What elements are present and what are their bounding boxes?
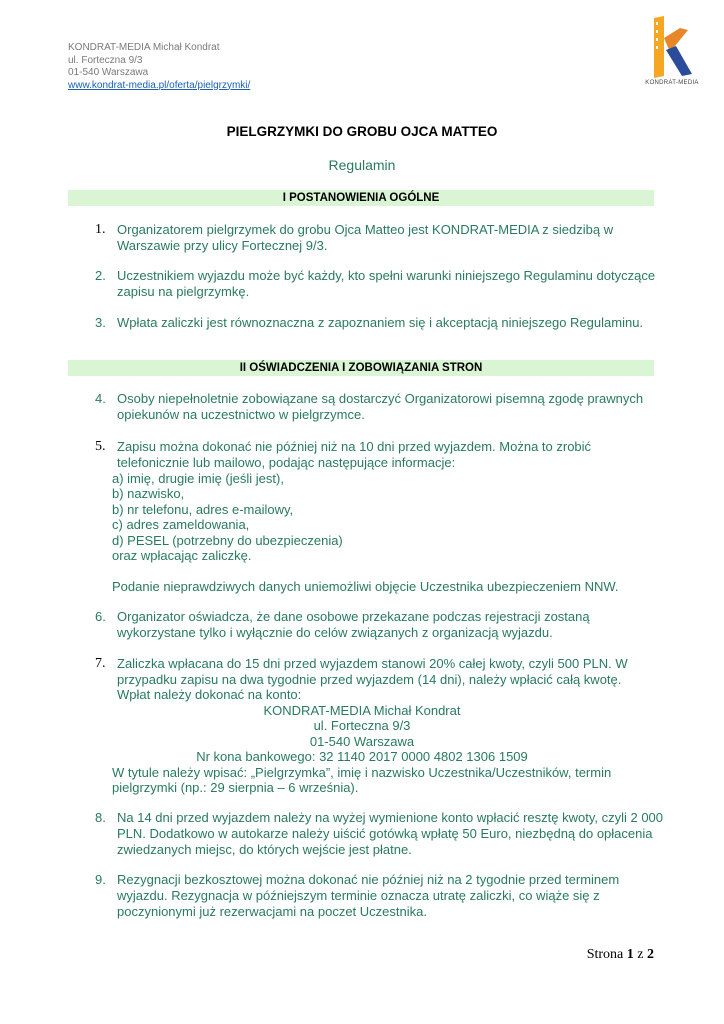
list-item-9 bbox=[95, 872, 665, 920]
footer-of: z bbox=[637, 947, 644, 962]
item-number: 5. bbox=[95, 439, 106, 454]
item5-list-b: b) nazwisko, bbox=[112, 486, 185, 501]
footer-label: Strona bbox=[586, 947, 624, 962]
account-city: 01-540 Warszawa bbox=[309, 734, 415, 749]
list-item-2 bbox=[95, 268, 665, 300]
item-number: 7. bbox=[95, 656, 106, 671]
account-company: KONDRAT-MEDIA Michał Kondrat bbox=[263, 703, 461, 718]
item5-list-d: d) PESEL (potrzebny do ubezpieczenia) bbox=[112, 533, 343, 548]
item5-tail: oraz wpłacając zaliczkę. bbox=[112, 548, 252, 563]
item-text: Organizator oświadcza, że dane osobowe przekazane podczas rejestracji zostaną wykorzystane tylko i wyłącznie do celów związanych z organizacją wyjazdu. bbox=[117, 609, 590, 640]
item-text: Uczestnikiem wyjazdu może być każdy, kto spełni warunki niniejszego Regulaminu dotyczące zapisu na pielgrzymkę. bbox=[117, 268, 656, 299]
page-subtitle: Regulamin bbox=[328, 157, 396, 173]
footer-total: 2 bbox=[647, 947, 654, 962]
list-item-6 bbox=[95, 609, 665, 641]
item7-title-line-1: W tytule należy wpisać: „Pielgrzymka”, imię i nazwisko Uczestnika/Uczestników, termin bbox=[112, 765, 612, 780]
item-number: 6. bbox=[95, 609, 106, 624]
header-address bbox=[68, 42, 250, 92]
page-title: PIELGRZYMKI DO GROBU OJCA MATTEO bbox=[226, 124, 498, 139]
account-number: Nr kona bankowego: 32 1140 2017 0000 4802 1306 1509 bbox=[196, 749, 528, 764]
kondrat-media-logo-icon bbox=[640, 16, 704, 90]
item-number: 4. bbox=[95, 391, 106, 406]
item-text: Wpłata zaliczki jest równoznaczna z zapoznaniem się i akceptacją niniejszego Regulaminu. bbox=[117, 315, 644, 330]
item-number: 2. bbox=[95, 268, 106, 283]
list-item-1 bbox=[95, 222, 665, 254]
item5-note: Podanie nieprawdziwych danych uniemożliwi objęcie Uczestnika ubezpieczeniem NNW. bbox=[112, 579, 619, 594]
header-url-link[interactable]: www.kondrat-media.pl/oferta/pielgrzymki/ bbox=[68, 79, 251, 91]
list-item-3 bbox=[95, 315, 665, 331]
footer-page: 1 bbox=[626, 947, 634, 962]
logo-text: KONDRAT-MEDIA bbox=[645, 80, 699, 86]
item-number: 1. bbox=[95, 222, 106, 237]
list-item-8 bbox=[95, 810, 665, 858]
item-text-line-1: Zapisu można dokonać nie później niż na 10 dni przed wyjazdem. Można to zrobić bbox=[117, 439, 592, 454]
list-item-4 bbox=[95, 391, 665, 423]
item5-line-2: telefonicznie lub mailowo, podając następujące informacje: bbox=[117, 455, 456, 470]
item-text: Na 14 dni przed wyjazdem należy na wyżej wymienione konto wpłacić resztę kwoty, czyli 2 000 PLN. Dodatkowo w autokarze należy uiścić gotówką wpłatę 50 Euro, niezbędną do opłacenia zwiedzanych miejsc, do których wejście jest płatne. bbox=[117, 810, 664, 857]
item7-title-line-2: pielgrzymki (np.: 29 sierpnia – 6 września). bbox=[112, 780, 359, 795]
item-number: 3. bbox=[95, 315, 106, 330]
item-number: 8. bbox=[95, 810, 106, 825]
item-text-line-1: Zaliczka wpłacana do 15 dni przed wyjazdem stanowi 20% całej kwoty, czyli 500 PLN. W bbox=[117, 656, 628, 671]
account-street: ul. Forteczna 9/3 bbox=[313, 718, 411, 733]
list-item-5 bbox=[95, 439, 665, 455]
item-text: Rezygnacji bezkosztowej można dokonać nie później niż na 2 tygodnie przed terminem wyjazdu. Rezygnacja w późniejszym terminie oznacza utratę zaliczki, co wiąże się z poczynionymi już rezerwacjami na poczet Uczestnika. bbox=[117, 872, 620, 919]
page-footer bbox=[587, 947, 654, 963]
item-number: 9. bbox=[95, 872, 106, 887]
header-company: KONDRAT-MEDIA Michał Kondrat bbox=[68, 42, 220, 53]
section-heading-2: II OŚWIADCZENIA I ZOBOWIĄZANIA STRON bbox=[68, 360, 654, 376]
item-text: Osoby niepełnoletnie zobowiązane są dostarczyć Organizatorowi pisemną zgodę prawnych opiekunów na uczestnictwo w pielgrzymce. bbox=[117, 391, 644, 422]
item7-line-3: Wpłat należy dokonać na konto: bbox=[117, 687, 302, 702]
header-street: ul. Forteczna 9/3 bbox=[68, 54, 143, 66]
item7-line-2: przypadku zapisu na dwa tygodnie przed wyjazdem (14 dni), należy wpłacić całą kwotę. bbox=[117, 672, 622, 687]
section-heading-1: I POSTANOWIENIA OGÓLNE bbox=[68, 190, 654, 206]
item5-list-c: c) adres zameldowania, bbox=[112, 517, 250, 532]
header-city: 01-540 Warszawa bbox=[68, 67, 149, 78]
item-text: Organizatorem pielgrzymek do grobu Ojca Matteo jest KONDRAT-MEDIA z siedzibą w Warszawie przy ulicy Fortecznej 9/3. bbox=[117, 222, 614, 253]
item5-list-b2: b) nr telefonu, adres e-mailowy, bbox=[112, 502, 294, 517]
list-item-7 bbox=[95, 656, 665, 672]
item5-list-a: a) imię, drugie imię (jeśli jest), bbox=[112, 471, 284, 486]
